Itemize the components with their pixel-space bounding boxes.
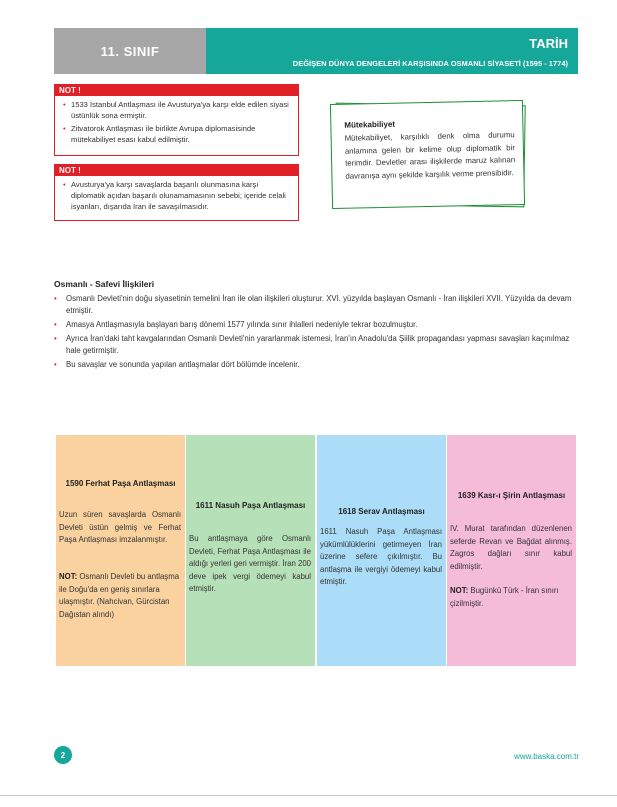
note-item: • Avusturya'ya karşı savaşlarda başarılı olunmasına karşı diplomatik açıdan başarılı olunamamasının sebebi; içeride celali isyanları, dışarıda İran ile savaşılmasıdır. xyxy=(63,179,292,212)
bullet-item: • Ayrıca İran'daki taht kavgalarından Osmanlı Devleti'nin yararlanmak istemesi, İran'ın Anadolu'da Şiilik propagandası yapması savaşları kaçınılmaz hale getirmiştir. xyxy=(54,333,579,357)
glossary-box xyxy=(330,100,525,209)
note-title: NOT ! xyxy=(55,85,298,96)
card-body: 1611 Nasuh Paşa Antlaşması yükümlülüklerini getirmeyen İran üzerine sefere çıkılmıştır. Bu antlaşma ile vergiyi ödemeyi kabul etmiştir. xyxy=(320,527,442,586)
card-note xyxy=(59,571,181,621)
card-title: 1618 Serav Antlaşması xyxy=(338,507,425,516)
section-title: Osmanlı - Safevi İlişkileri xyxy=(54,279,155,289)
card-title: 1639 Kasr-ı Şirin Antlaşması xyxy=(457,491,566,500)
card-note-text: Osmanlı Devleti bu antlaşma ile Doğu'da en geniş sınırlara ulaşmıştır. (Nahcivan, Gürcistan Dağıstan alındı) xyxy=(59,572,180,619)
note-item: • Zitvatorok Antlaşması ile birlikte Avrupa diplomasisinde mütekabiliyet esası kabul edilmiştir. xyxy=(63,123,292,145)
grade-label: 11. SINIF xyxy=(54,28,206,74)
card-note-label: NOT: xyxy=(59,572,78,581)
card-body: Bu antlaşmaya göre Osmanlı Devleti, Ferhat Paşa Antlaşması ile aldığı yerleri geri vermiştir. İran 200 deve ipek vergi ödemeyi kabul etmiştir. xyxy=(189,534,311,593)
treaty-card-ferhat xyxy=(56,435,185,666)
subject-banner xyxy=(206,28,578,74)
treaty-card-serav xyxy=(317,435,446,666)
note-title: NOT ! xyxy=(55,165,298,176)
card-body: IV. Murat tarafından düzenlenen seferde Revan ve Bağdat alınmış. Zagros dağları sınır kabul edilmiştir. xyxy=(450,524,572,571)
glossary-term: Mütekabiliyet xyxy=(344,119,396,130)
note-item: • 1533 İstanbul Antlaşması ile Avusturya'ya karşı elde edilen siyasi üstünlük sona ermiştir. xyxy=(63,99,292,121)
unit-title: DEĞİŞEN DÜNYA DENGELERİ KARŞISINDA OSMANLI SİYASETİ (1595 - 1774) xyxy=(292,59,568,68)
bullet-item: • Bu savaşlar ve sonunda yapılan antlaşmalar dört bölümde incelenir. xyxy=(54,359,579,371)
card-title: 1611 Nasuh Paşa Antlaşması xyxy=(195,501,306,510)
card-note xyxy=(450,585,572,610)
note-box-2 xyxy=(54,164,299,221)
footer-divider xyxy=(0,795,617,796)
card-note-text: Bugünkü Türk - İran sınırı çizilmiştir. xyxy=(450,586,559,608)
subject-title: TARİH xyxy=(529,36,568,51)
note-list xyxy=(55,176,298,218)
bullet-item: • Osmanlı Devleti'nin doğu siyasetinin temelini İran ile olan ilişkileri oluşturur. XVI. yüzyılda başlayan Osmanlı - İran ilişkileri XVII. Yüzyılda da devam etmiştir. xyxy=(54,293,579,317)
glossary-definition: Mütekabiliyet, karşılıklı denk olma durumu anlamına gelen bir kelime olup diplomatik bir terimdir. Devletler arası ilişkilerde maruz kalınan davranışa aynı şekilde karşılık verme prensibidir. xyxy=(344,130,516,181)
card-title: 1590 Ferhat Paşa Antlaşması xyxy=(65,479,176,488)
section-bullets xyxy=(54,293,579,373)
website-link[interactable]: www.baska.com.tr xyxy=(514,752,579,761)
note-box-1 xyxy=(54,84,299,156)
treaty-card-nasuh xyxy=(186,435,315,666)
treaty-card-kasrisirin xyxy=(447,435,576,666)
card-body: Uzun süren savaşlarda Osmanlı Devleti üstün gelmiş ve Ferhat Paşa Antlaşması imzalanmıştır. xyxy=(59,510,181,544)
bullet-item: • Amasya Antlaşmasıyla başlayan barış dönemi 1577 yılında sınır ihlalleri nedeniyle tekrar bozulmuştur. xyxy=(54,319,579,331)
page-number: 2 xyxy=(54,746,72,764)
card-note-label: NOT: xyxy=(450,586,469,595)
note-list xyxy=(55,96,298,151)
